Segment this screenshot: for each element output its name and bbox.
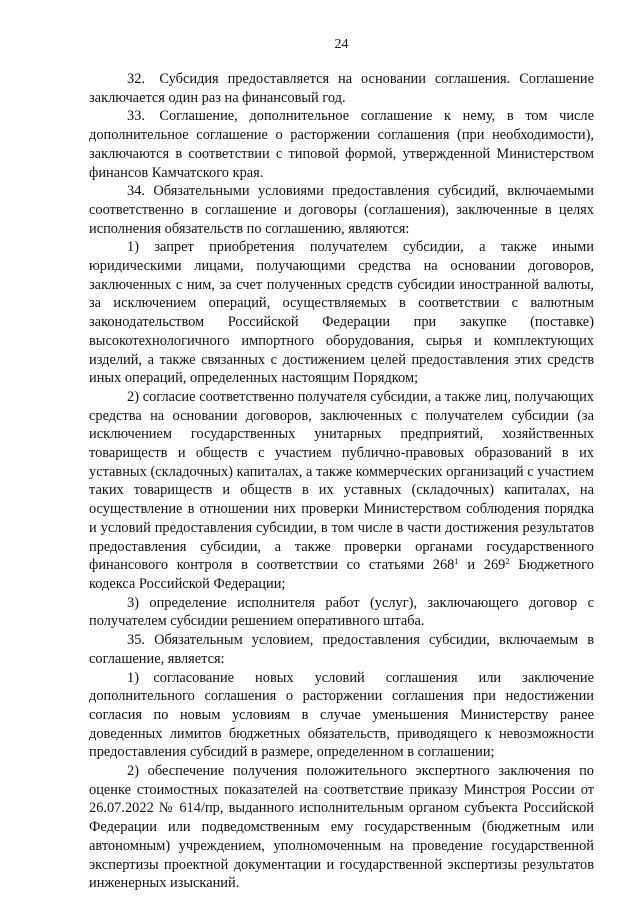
paragraph-35: 35. Обязательным условием, предоставления субсидии, включаемым в соглашение, является: (89, 632, 594, 667)
paragraph-34-item-2-text: 2) согласие соответственно получателя субсидии, а также лиц, получающих средства на основании договоров, заключенных с получателем субсидии (за исключением государственных унитарных предприятий, хозяйственных товариществ и обществ с участием публично-правовых образований в их уставных (складочных) капиталах, а также коммерческих организаций с участием таких товариществ и обществ в их уставных (складочных) капиталах, на осуществление в отношении них проверки Министерством соблюдения порядка и условий предоставления субсидии, в том числе в части достижения результатов предоставления субсидии, а также проверки органами государственного финансового контроля в соответствии со статьями 268 (89, 388, 594, 574)
paragraph-34-item-2-ending: Бюджетного кодекса Российской Федерации; (89, 557, 594, 592)
paragraph-34-item-2 (89, 388, 594, 594)
paragraph-32: 32. Субсидия предоставляется на основании соглашения. Соглашение заключается один раз на финансовый год. (89, 71, 594, 106)
paragraph-33: 33. Соглашение, дополнительное соглашение к нему, в том числе дополнительное соглашение о расторжении соглашения (при необходимости), заключаются в соответствии с типовой формой, утвержденной Министерством финансов Камчатского края. (89, 108, 594, 181)
paragraph-35-item-2: 2) обеспечение получения положительного экспертного заключения по оценке стоимостных показателей на соответствие приказу Минстроя России от 26.07.2022 № 614/пр, выданного исполнительным органом субъекта Российской Федерации или подведомственным ему государственным (бюджетным или автономным) учреждением, уполномоченным на проведение государственной экспертизы проектной документации и государственной экспертизы результатов инженерных изысканий. (89, 763, 594, 892)
paragraph-34: 34. Обязательными условиями предоставления субсидий, включаемыми соответственно в соглашение и договоры (соглашения), заключенные в целях исполнения обязательств по соглашению, являются: (89, 183, 594, 237)
paragraph-34-item-3: 3) определение исполнителя работ (услуг), заключающего договор с получателем субсидии решением оперативного штаба. (89, 594, 594, 630)
page-number: 24 (334, 37, 349, 52)
document-body (89, 70, 594, 893)
article-268-superscript: 1 (454, 556, 459, 567)
paragraph-34-item-1: 1) запрет приобретения получателем субсидии, а также иными юридическими лицами, получающими средства на основании договоров, заключенных с ним, за счет полученных средств субсидии иностранной валюты, за исключением операций, осуществляемых в соответствии с валютным законодательством Российской Федерации при закупке (поставке) высокотехнологичного импортного оборудования, сырья и комплектующих изделий, а также связанных с достижением целей предоставления этих средств иных операций, определенных настоящим Порядком; (89, 239, 594, 387)
paragraph-35-item-1: 1) согласование новых условий соглашения или заключение дополнительного соглашения о расторжении соглашения при недостижении согласия по новым условиям в случае уменьшения Министерству ранее доведенных лимитов бюджетных обязательств, приводящего к невозможности предоставления субсидий в размере, определенном в соглашении; (89, 669, 594, 761)
paragraph-34-item-2-connector: и 269 (458, 557, 506, 574)
article-269-superscript: 2 (505, 556, 510, 567)
